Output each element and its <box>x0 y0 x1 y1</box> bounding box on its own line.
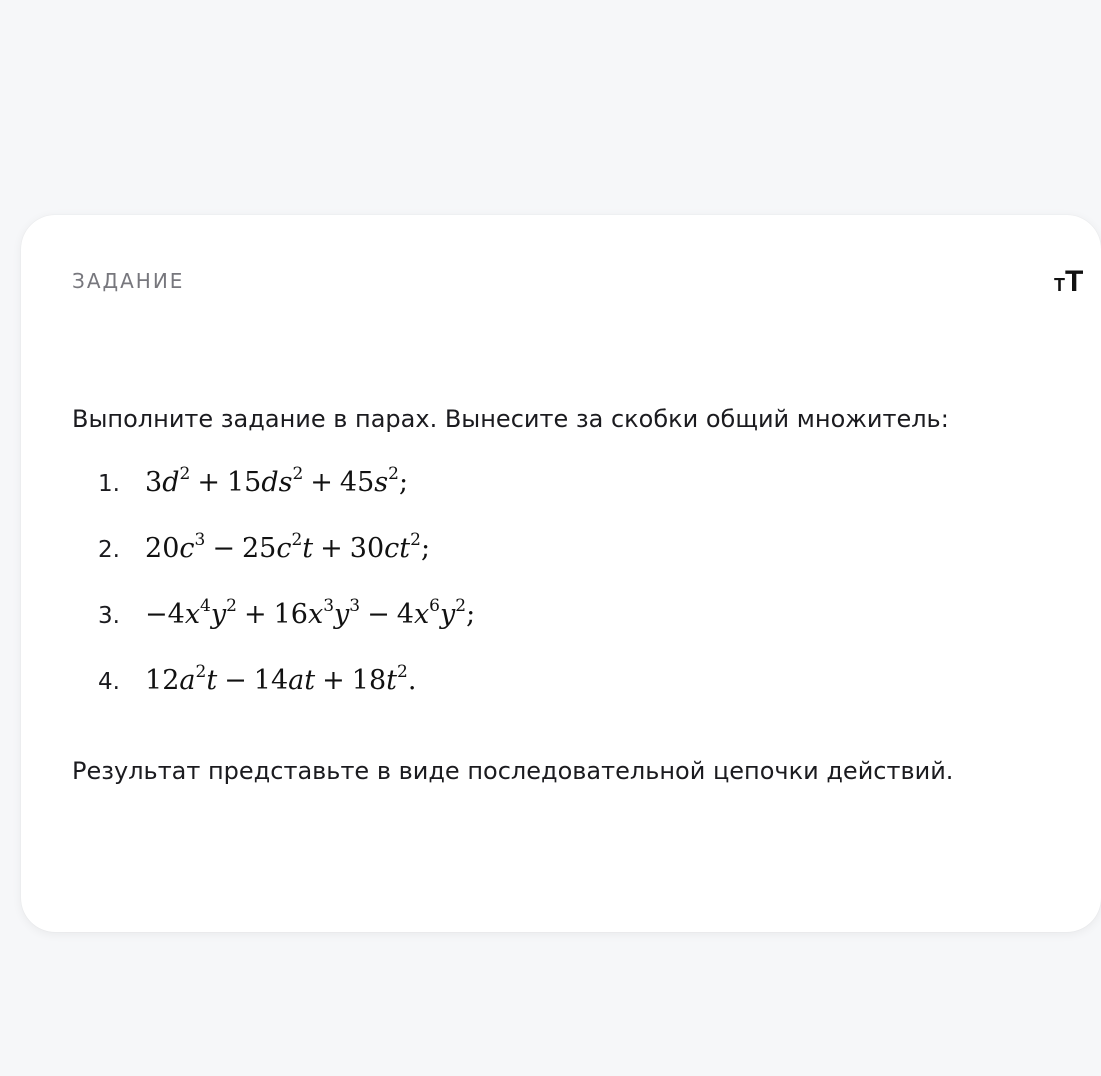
math-expression: $3d^2 + 15ds^2 + 45s^2$; <box>145 464 409 498</box>
list-item <box>72 464 475 533</box>
list-item <box>72 662 475 731</box>
task-list <box>72 464 476 731</box>
list-item-number: 3. <box>98 603 120 629</box>
section-label: ЗАДАНИЕ <box>72 269 185 293</box>
list-item-number: 1. <box>98 471 120 497</box>
font-size-icon[interactable]: TT <box>1054 265 1084 298</box>
list-item-number: 4. <box>98 669 120 695</box>
task-intro-text: Выполните задание в парах. Вынесите за скобки общий множитель: <box>72 405 949 433</box>
list-item <box>72 596 476 665</box>
list-item <box>72 530 475 599</box>
math-expression: $-4x^4y^2 + 16x^3y^3 - 4x^6y^2$; <box>145 596 476 630</box>
math-expression: $12a^2t - 14at + 18t^2$. <box>145 662 417 696</box>
task-card <box>21 215 1101 932</box>
list-item-number: 2. <box>98 537 120 563</box>
task-outro-text: Результат представьте в виде последовательной цепочки действий. <box>72 757 954 785</box>
math-expression: $20c^3 - 25c^2t + 30ct^2$; <box>145 530 431 564</box>
